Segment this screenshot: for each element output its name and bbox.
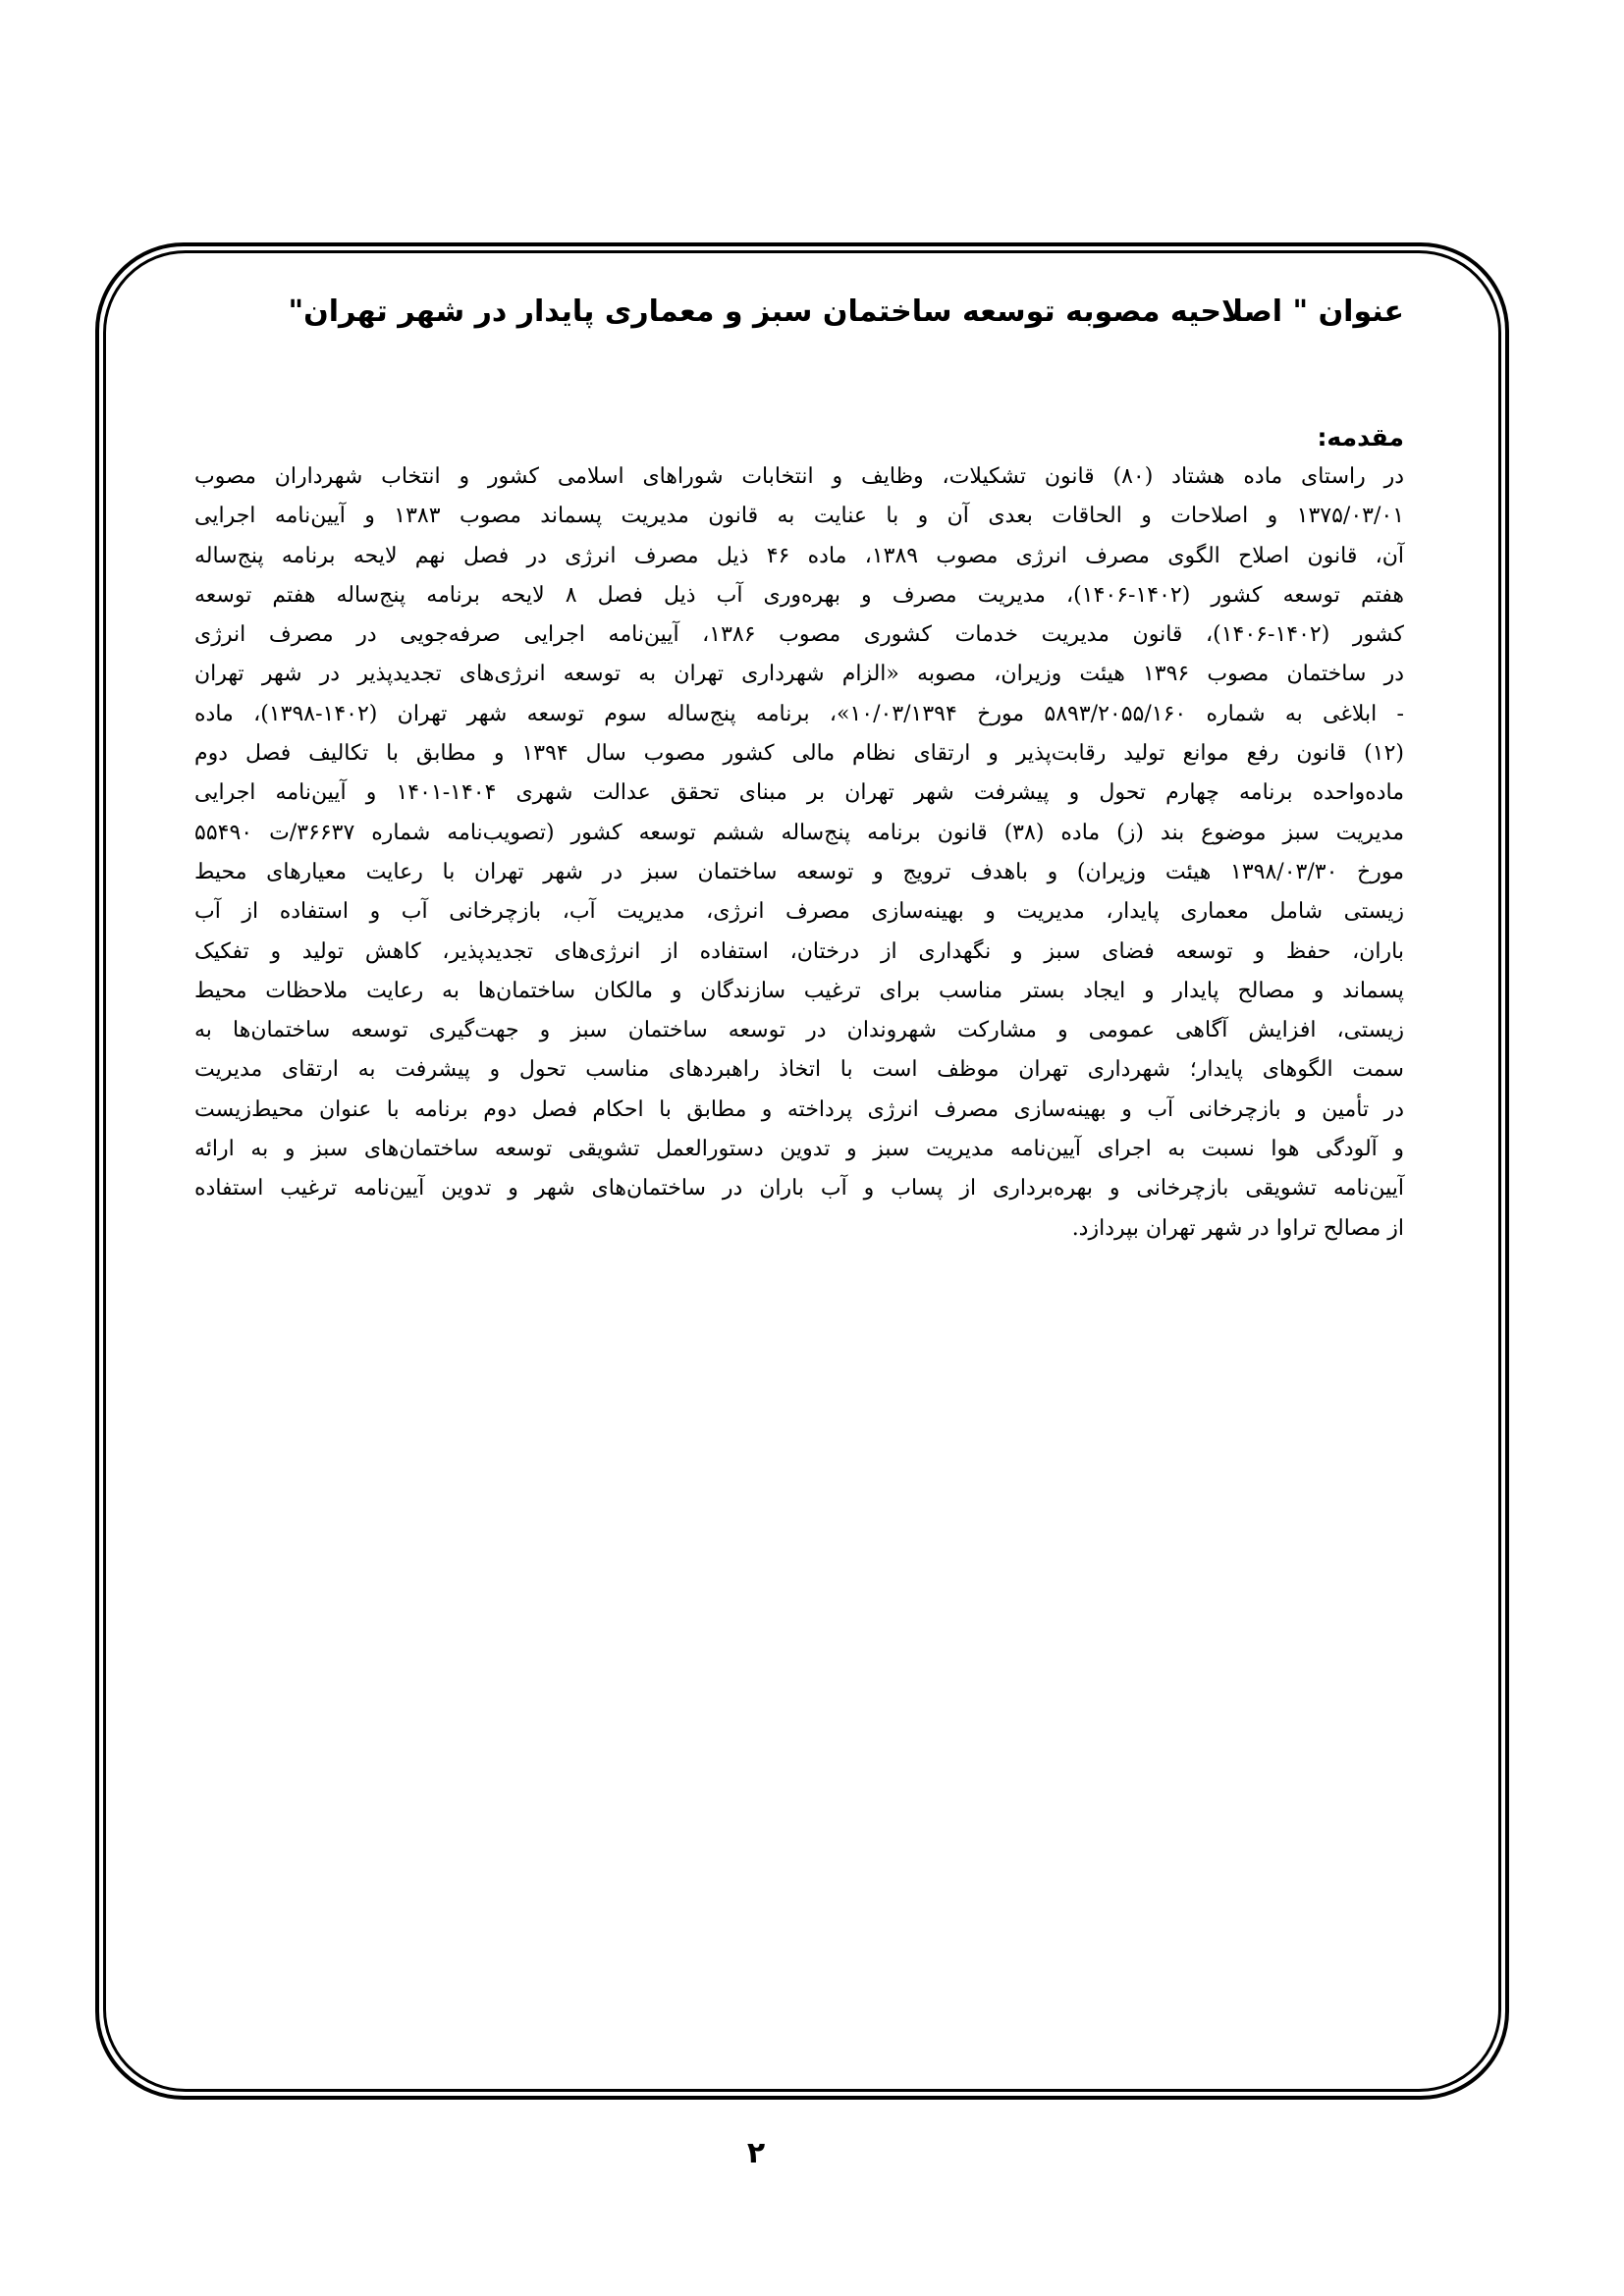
paragraph-line: مدیریت سبز موضوع بند (ز) ماده (۳۸) قانون برنامه پنج‌ساله ششم توسعه کشور (تصویب‌نامه شماره ۳۶۶۳۷/ت ۵۵۴۹۰ bbox=[194, 820, 1404, 845]
paragraph-line: کشور (۱۴۰۲-۱۴۰۶)، قانون مدیریت خدمات کشوری مصوب ۱۳۸۶، آیین‌نامه اجرایی صرفه‌جویی در مصرف انرژی bbox=[194, 622, 1404, 648]
section-heading-introduction: مقدمه: bbox=[1317, 423, 1404, 452]
paragraph-line: ۱۳۷۵/۰۳/۰۱ و اصلاحات و الحاقات بعدی آن و با عنایت به قانون مدیریت پسماند مصوب ۱۳۸۳ و آیین‌نامه اجرایی bbox=[194, 504, 1405, 529]
document-title: عنوان " اصلاحیه مصوبه توسعه ساختمان سبز و معماری پایدار در شهر تهران" bbox=[288, 294, 1404, 329]
paragraph-line: در تأمین و بازچرخانی آب و بهینه‌سازی مصرف انرژی پرداخته و مطابق با احکام فصل دوم برنامه با عنوان محیط‌زیست bbox=[194, 1096, 1404, 1122]
paragraph-line: - ابلاغی به شماره ۵۸۹۳/۲۰۵۵/۱۶۰ مورخ ۱۰/۰۳/۱۳۹۴»، برنامه پنج‌ساله سوم توسعه شهر تهران (۱۴۰۲-۱۳۹۸)، ماده bbox=[194, 701, 1404, 726]
paragraph-line: زیستی، افزایش آگاهی عمومی و مشارکت شهروندان در توسعه ساختمان سبز و جهت‌گیری توسعه ساختمان‌ها به bbox=[194, 1018, 1404, 1043]
paragraph-line: زیستی شامل معماری پایدار، مدیریت و بهینه‌سازی مصرف انرژی، مدیریت آب، بازچرخانی آب و استفاده از آب bbox=[194, 899, 1404, 925]
paragraph-line: و آلودگی هوا نسبت به اجرای آیین‌نامه مدیریت سبز و تدوین دستورالعمل تشویقی توسعه ساختمان‌های سبز و به ارائه bbox=[194, 1137, 1404, 1162]
paragraph-line: مورخ ۱۳۹۸/۰۳/۳۰ هیئت وزیران) و باهدف ترویج و توسعه ساختمان سبز در شهر تهران با رعایت معیارهای محیط bbox=[194, 859, 1405, 884]
paragraph-line: باران، حفظ و توسعه فضای سبز و نگهداری از درختان، استفاده از انرژی‌های تجدیدپذیر، کاهش تولید و تفکیک bbox=[194, 938, 1404, 964]
paragraph-line: در راستای ماده هشتاد (۸۰) قانون تشکیلات، وظایف و انتخابات شوراهای اسلامی کشور و انتخاب شهرداران مصوب bbox=[194, 464, 1404, 489]
paragraph-line: (۱۲) قانون رفع موانع تولید رقابت‌پذیر و ارتقای نظام مالی کشور مصوب سال ۱۳۹۴ و مطابق با تکالیف فصل دوم bbox=[194, 741, 1405, 767]
document-body bbox=[194, 285, 1404, 1249]
paragraph-line: سمت الگوهای پایدار؛ شهرداری تهران موظف است با اتخاذ راهبردهای مناسب تحول و پیشرفت به ارتقای مدیریت bbox=[194, 1057, 1404, 1083]
paragraph-line: از مصالح تراوا در شهر تهران بپردازد. bbox=[1071, 1215, 1404, 1241]
page-number: ۲ bbox=[746, 2136, 766, 2170]
paragraph-line: در ساختمان مصوب ۱۳۹۶ هیئت وزیران، مصوبه «الزام شهرداری تهران به توسعه انرژی‌های تجدیدپذیر در شهر تهران bbox=[194, 662, 1404, 687]
paragraph-line: ماده‌واحده برنامه چهارم تحول و پیشرفت شهر تهران بر مبنای تحقق عدالت شهری ۱۴۰۴-۱۴۰۱ و آیین‌نامه اجرایی bbox=[194, 780, 1404, 806]
paragraph-line: پسماند و مصالح پایدار و ایجاد بستر مناسب برای ترغیب سازندگان و مالکان ساختمان‌ها به رعایت ملاحظات محیط bbox=[194, 978, 1404, 1003]
paragraph-line: هفتم توسعه کشور (۱۴۰۲-۱۴۰۶)، مدیریت مصرف و بهره‌وری آب ذیل فصل ۸ لایحه برنامه پنج‌ساله هفتم توسعه bbox=[194, 582, 1404, 608]
introduction-paragraph bbox=[194, 457, 1404, 1249]
paragraph-line: آن، قانون اصلاح الگوی مصرف انرژی مصوب ۱۳۸۹، ماده ۴۶ ذیل مصرف انرژی در فصل نهم لایحه برنامه پنج‌ساله bbox=[194, 543, 1405, 568]
paragraph-line: آیین‌نامه تشویقی بازچرخانی و بهره‌برداری از پساب و آب باران در ساختمان‌های شهر و تدوین آیین‌نامه ترغیب استفاده bbox=[194, 1176, 1404, 1201]
